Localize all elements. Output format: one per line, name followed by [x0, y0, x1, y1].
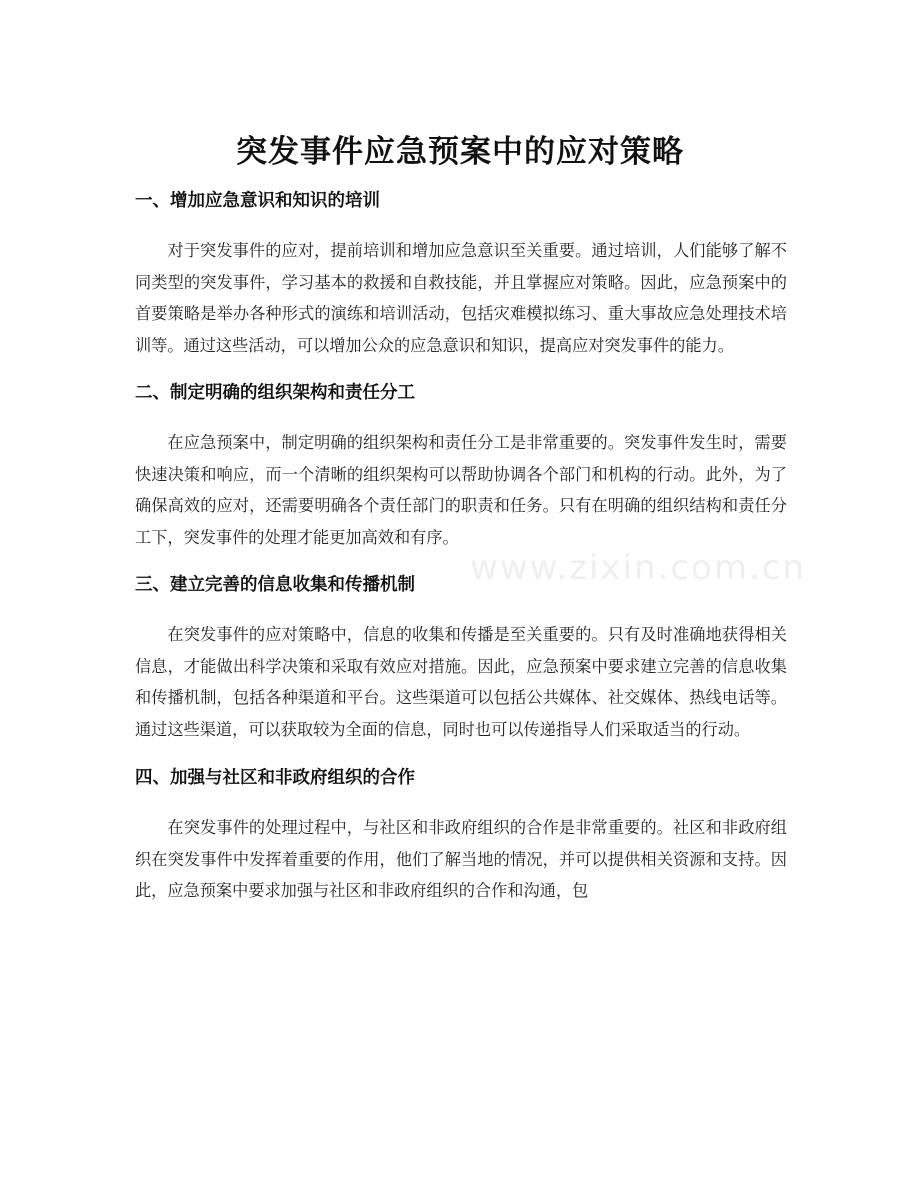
section-3	[135, 568, 787, 745]
section-4	[135, 761, 787, 907]
section-heading: 四、加强与社区和非政府组织的合作	[135, 768, 415, 788]
section-1	[135, 184, 787, 361]
section-paragraph: 对于突发事件的应对，提前培训和增加应急意识至关重要。通过培训，人们能够了解不同类型的突发事件，学习基本的救援和自救技能，并且掌握应对策略。因此，应急预案中的首要策略是举办各种形式的演练和培训活动，包括灾难模拟练习、重大事故应急处理技术培训等。通过这些活动，可以增加公众的应急意识和知识，提高应对突发事件的能力。	[135, 241, 787, 355]
section-paragraph: 在突发事件的处理过程中，与社区和非政府组织的合作是非常重要的。社区和非政府组织在突发事件中发挥着重要的作用，他们了解当地的情况，并可以提供相关资源和支持。因此，应急预案中要求加强与社区和非政府组织的合作和沟通，包	[135, 818, 787, 900]
section-paragraph: 在突发事件的应对策略中，信息的收集和传播是至关重要的。只有及时准确地获得相关信息，才能做出科学决策和采取有效应对措施。因此，应急预案中要求建立完善的信息收集和传播机制，包括各种渠道和平台。这些渠道可以包括公共媒体、社交媒体、热线电话等。通过这些渠道，可以获取较为全面的信息，同时也可以传递指导人们采取适当的行动。	[135, 625, 787, 739]
section-heading: 一、增加应急意识和知识的培训	[135, 191, 380, 211]
section-heading: 三、建立完善的信息收集和传播机制	[135, 575, 415, 595]
watermark: www.zixin.com.cn	[470, 548, 806, 588]
section-heading: 二、制定明确的组织架构和责任分工	[135, 383, 415, 403]
document-body	[135, 184, 806, 907]
section-2	[135, 376, 787, 553]
document-title: 突发事件应急预案中的应对策略	[236, 133, 684, 170]
section-paragraph: 在应急预案中，制定明确的组织架构和责任分工是非常重要的。突发事件发生时，需要快速决策和响应，而一个清晰的组织架构可以帮助协调各个部门和机构的行动。此外，为了确保高效的应对，还需要明确各个责任部门的职责和任务。只有在明确的组织结构和责任分工下，突发事件的处理才能更加高效和有序。	[135, 433, 787, 547]
